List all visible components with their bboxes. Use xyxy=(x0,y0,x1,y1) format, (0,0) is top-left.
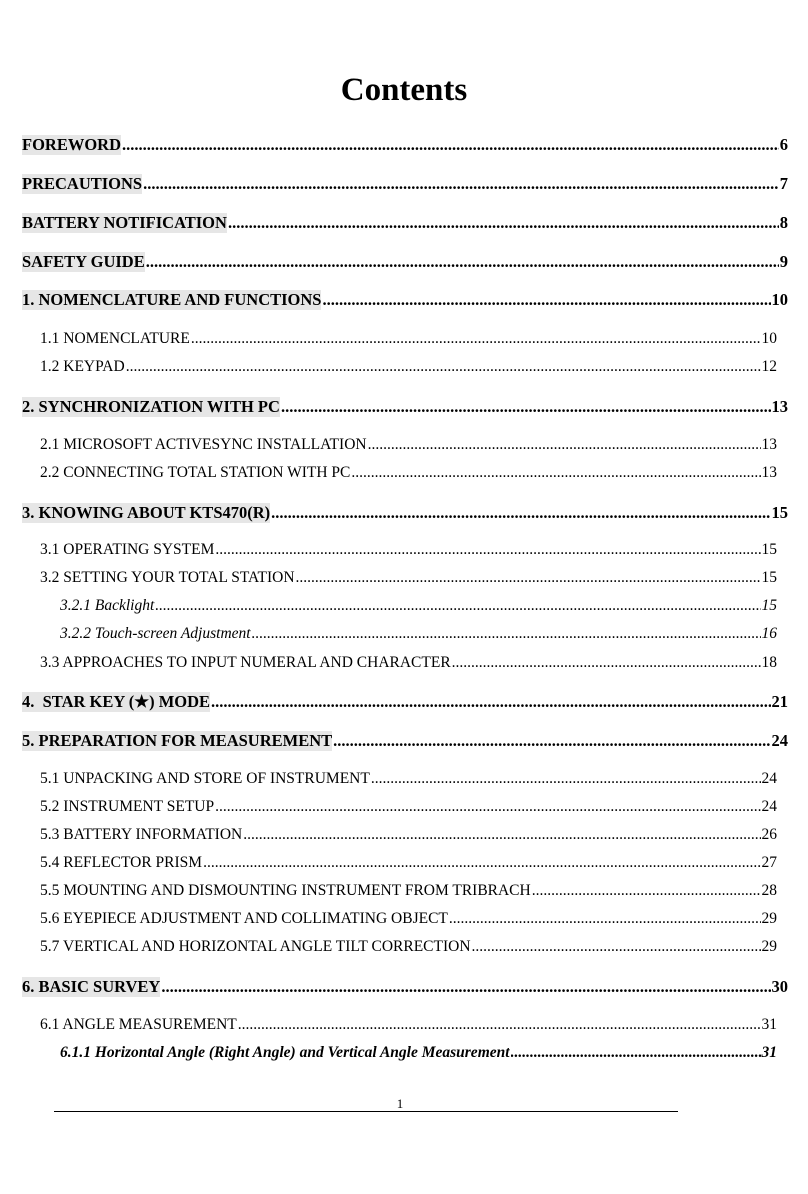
toc-entry-3-2[interactable] xyxy=(40,569,777,587)
toc-label: 6.1 ANGLE MEASUREMENT xyxy=(40,1016,237,1033)
toc-entry-chapter-4[interactable] xyxy=(22,692,788,712)
toc-entry-3-2-2[interactable] xyxy=(60,625,777,643)
toc-page: 9 xyxy=(779,252,788,271)
toc-label: 3.2.2 Touch-screen Adjustment xyxy=(60,625,251,642)
toc-page: 18 xyxy=(761,654,777,671)
toc-entry-5-3[interactable] xyxy=(40,826,777,844)
toc-page: 27 xyxy=(761,854,777,871)
toc-page: 7 xyxy=(779,174,788,193)
toc-label: 6. BASIC SURVEY xyxy=(22,977,161,996)
toc-entry-1-2[interactable] xyxy=(40,358,777,376)
toc-page: 16 xyxy=(761,625,777,642)
toc-page: 28 xyxy=(761,882,777,899)
toc-label: 5. PREPARATION FOR MEASUREMENT xyxy=(22,731,333,750)
toc-label: SAFETY GUIDE xyxy=(22,252,145,271)
toc-entry-foreword[interactable] xyxy=(22,135,788,155)
toc-entry-3-1[interactable] xyxy=(40,541,777,559)
toc-label: 5.7 VERTICAL AND HORIZONTAL ANGLE TILT CORRECTION xyxy=(40,938,471,955)
toc-page: 15 xyxy=(761,569,777,586)
toc-entry-chapter-1[interactable] xyxy=(22,290,788,310)
toc-page: 15 xyxy=(761,597,777,614)
toc-page: 12 xyxy=(761,358,777,375)
toc-page: 31 xyxy=(761,1044,777,1061)
toc-entry-5-1[interactable] xyxy=(40,770,777,788)
toc-label: 6.1.1 Horizontal Angle (Right Angle) and Vertical Angle Measurement xyxy=(60,1044,510,1061)
toc-label: 3.1 OPERATING SYSTEM xyxy=(40,541,215,558)
toc-page: 21 xyxy=(771,692,788,711)
toc-entry-5-7[interactable] xyxy=(40,938,777,956)
toc-label: 3.2.1 Backlight xyxy=(60,597,155,614)
toc-label: PRECAUTIONS xyxy=(22,174,143,193)
toc-page: 30 xyxy=(771,977,788,996)
toc-entry-5-5[interactable] xyxy=(40,882,777,900)
toc-label: 2.1 MICROSOFT ACTIVESYNC INSTALLATION xyxy=(40,436,367,453)
toc-page: 24 xyxy=(761,770,777,787)
toc-label: 5.3 BATTERY INFORMATION xyxy=(40,826,243,843)
toc-entry-2-1[interactable] xyxy=(40,436,777,454)
toc-label: 1.1 NOMENCLATURE xyxy=(40,330,190,347)
toc-page: 31 xyxy=(761,1016,777,1033)
toc-label: 5.4 REFLECTOR PRISM xyxy=(40,854,203,871)
toc-label: 5.1 UNPACKING AND STORE OF INSTRUMENT xyxy=(40,770,370,787)
toc-page: 24 xyxy=(771,731,788,750)
toc-page: 15 xyxy=(761,541,777,558)
toc-label: 1. NOMENCLATURE AND FUNCTIONS xyxy=(22,290,322,309)
toc-page: 10 xyxy=(761,330,777,347)
toc-label: BATTERY NOTIFICATION xyxy=(22,213,227,232)
page-title: Contents xyxy=(340,72,468,108)
toc-label: 3.2 SETTING YOUR TOTAL STATION xyxy=(40,569,295,586)
toc-label: 3. KNOWING ABOUT KTS470(R) xyxy=(22,503,271,522)
toc-entry-chapter-6[interactable] xyxy=(22,977,788,997)
toc-label: 5.6 EYEPIECE ADJUSTMENT AND COLLIMATING OBJECT xyxy=(40,910,448,927)
toc-entry-1-1[interactable] xyxy=(40,330,777,348)
toc-entry-chapter-2[interactable] xyxy=(22,397,788,417)
toc-label: 2. SYNCHRONIZATION WITH PC xyxy=(22,397,280,416)
toc-entry-chapter-3[interactable] xyxy=(22,503,788,523)
toc-page: 15 xyxy=(771,503,788,522)
toc-page: 13 xyxy=(771,397,788,416)
toc-entry-3-3[interactable] xyxy=(40,654,777,672)
toc-page: 13 xyxy=(761,436,777,453)
toc-label: 5.2 INSTRUMENT SETUP xyxy=(40,798,215,815)
toc-page: 6 xyxy=(779,135,788,154)
toc-entry-5-2[interactable] xyxy=(40,798,777,816)
toc-label: 5.5 MOUNTING AND DISMOUNTING INSTRUMENT FROM TRIBRACH xyxy=(40,882,531,899)
toc-entry-5-4[interactable] xyxy=(40,854,777,872)
toc-page: 10 xyxy=(771,290,788,309)
toc-label: 3.3 APPROACHES TO INPUT NUMERAL AND CHARACTER xyxy=(40,654,451,671)
toc-label: 1.2 KEYPAD xyxy=(40,358,125,375)
toc-page: 29 xyxy=(761,910,777,927)
toc-entry-2-2[interactable] xyxy=(40,464,777,482)
toc-entry-precautions[interactable] xyxy=(22,174,788,194)
footer-page-number: 1 xyxy=(396,1096,404,1111)
toc-entry-5-6[interactable] xyxy=(40,910,777,928)
toc-label: 4. STAR KEY (★) MODE xyxy=(22,692,211,711)
toc-entry-chapter-5[interactable] xyxy=(22,731,788,751)
toc-page: 24 xyxy=(761,798,777,815)
toc-page: 26 xyxy=(761,826,777,843)
toc-label: 2.2 CONNECTING TOTAL STATION WITH PC xyxy=(40,464,351,481)
toc-page: 13 xyxy=(761,464,777,481)
toc-entry-6-1-1[interactable] xyxy=(60,1044,777,1062)
toc-page: 29 xyxy=(761,938,777,955)
toc-entry-3-2-1[interactable] xyxy=(60,597,777,615)
toc-page: 8 xyxy=(779,213,788,232)
toc-entry-safety-guide[interactable] xyxy=(22,252,788,272)
toc-entry-battery-notification[interactable] xyxy=(22,213,788,233)
toc-entry-6-1[interactable] xyxy=(40,1016,777,1034)
toc-label: FOREWORD xyxy=(22,135,121,154)
footer-rule xyxy=(54,1111,678,1112)
